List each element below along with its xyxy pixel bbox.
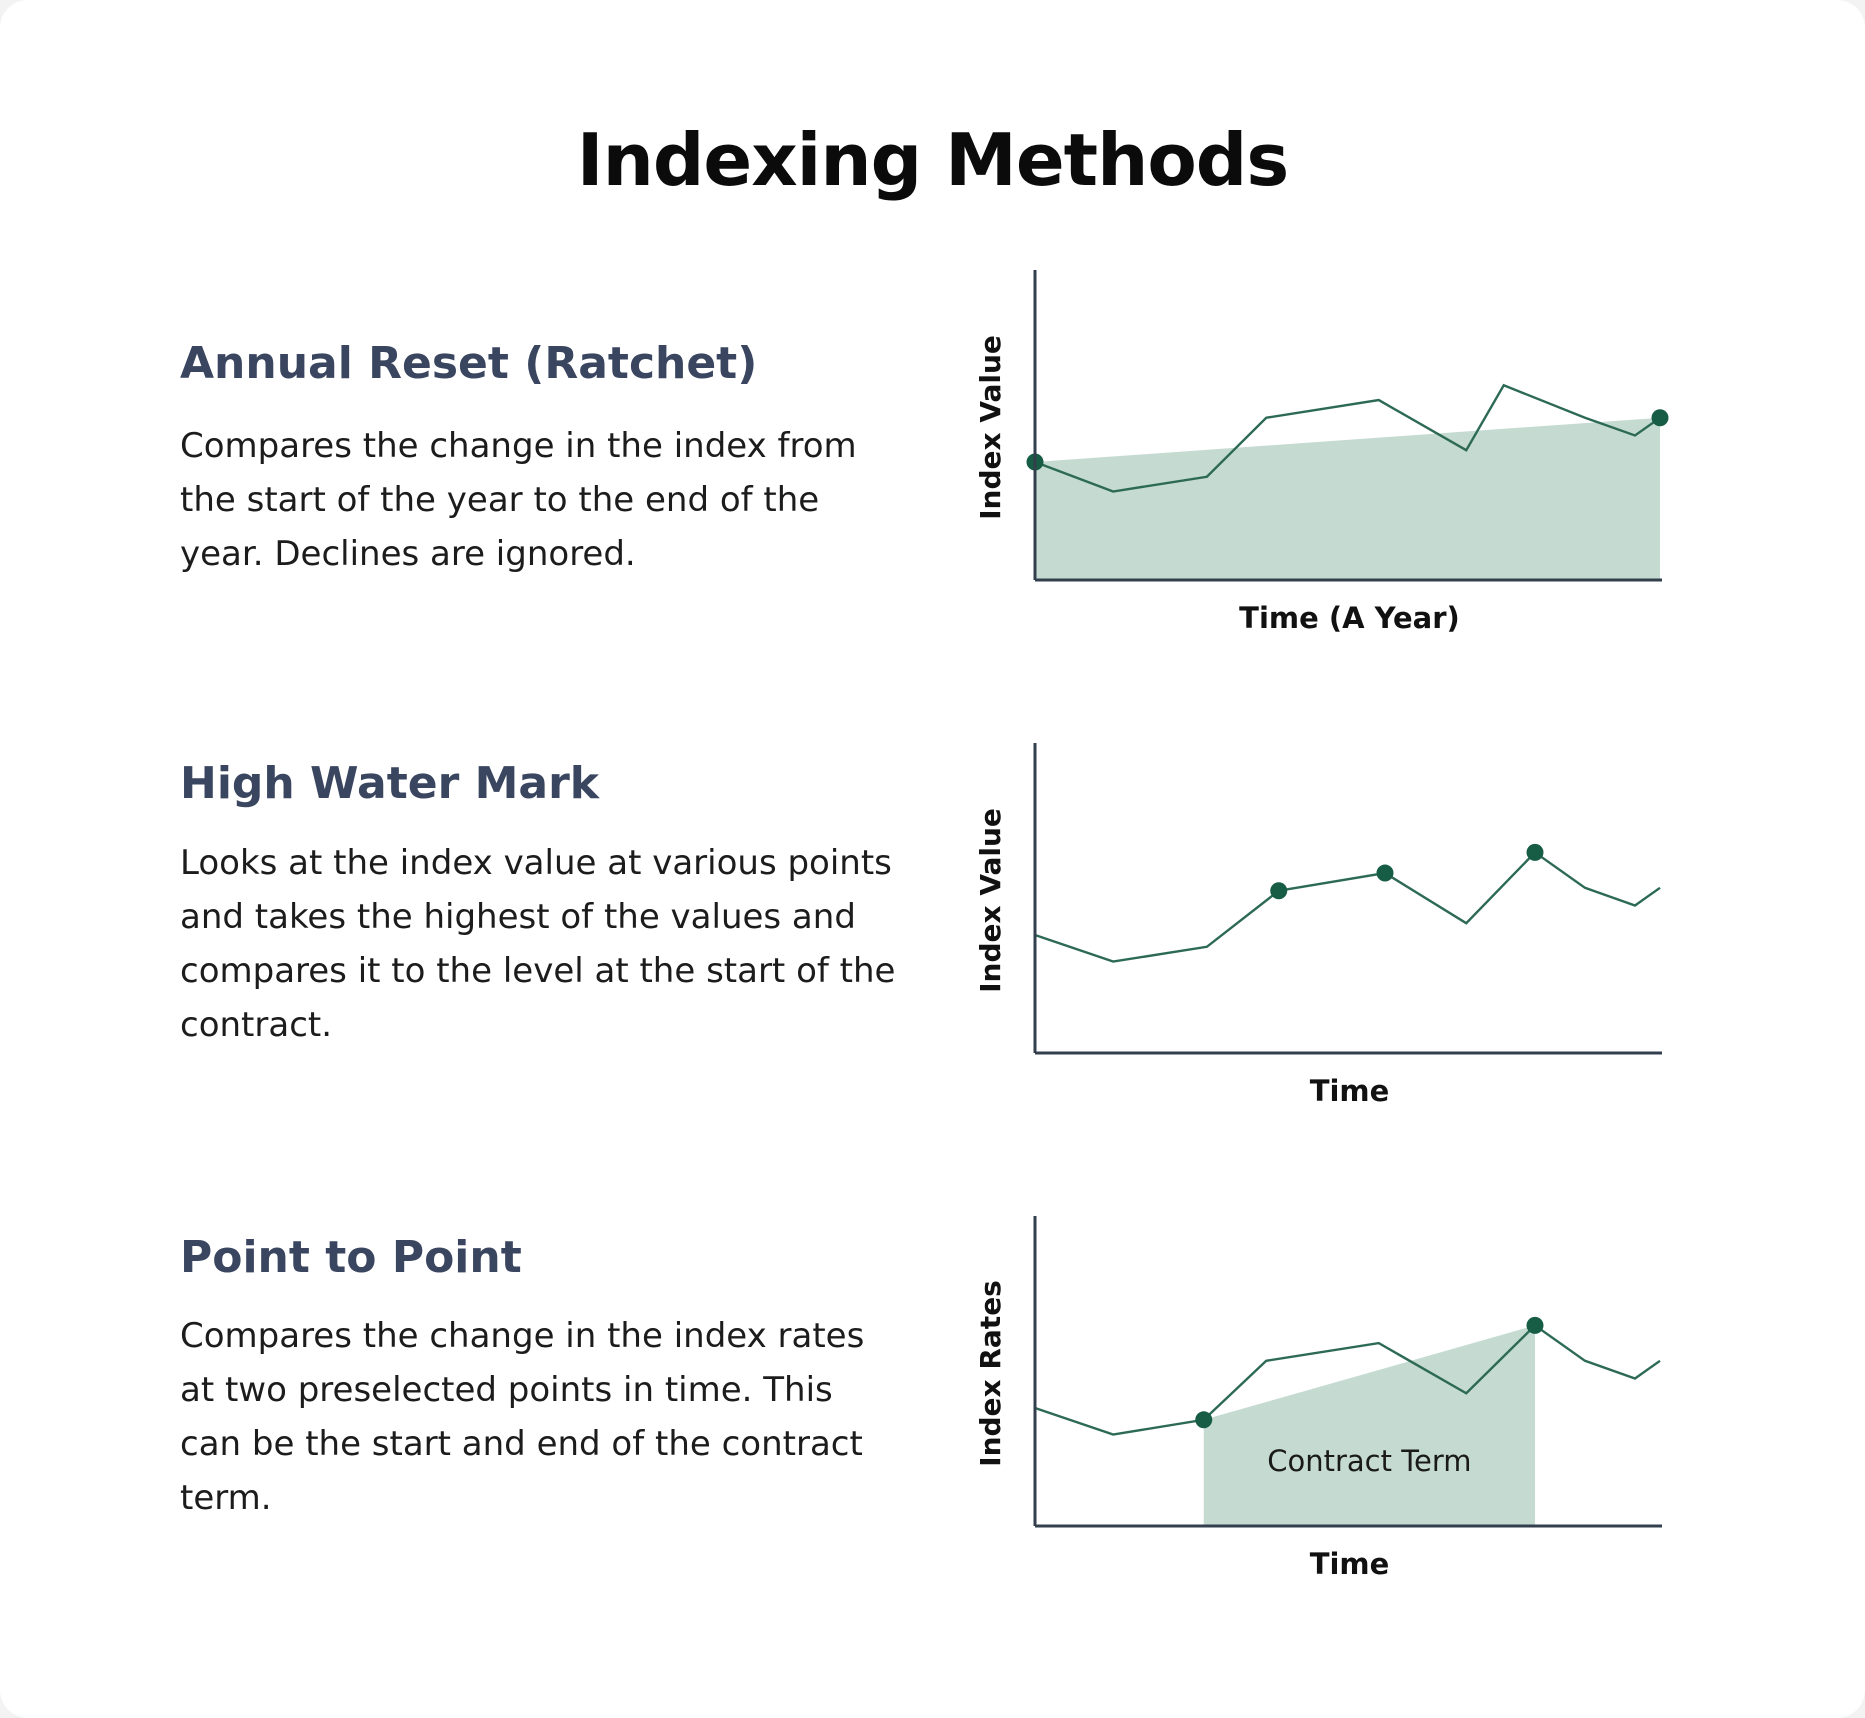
section-heading-annual-reset: Annual Reset (Ratchet) — [180, 338, 758, 389]
section-heading-point-to-point: Point to Point — [180, 1232, 522, 1283]
chart-point-to-point — [960, 1216, 1680, 1596]
chart-annual-reset — [960, 270, 1680, 650]
x-axis-label: Time (A Year) — [1239, 601, 1460, 635]
highlight-point — [1195, 1411, 1212, 1428]
y-axis-label: Index Rates — [974, 1280, 1007, 1467]
shaded-region — [1204, 1325, 1535, 1526]
chart-annotation: Contract Term — [1267, 1444, 1472, 1478]
highlight-point — [1652, 409, 1669, 426]
section-description-annual-reset: Compares the change in the index from the start of the year to the end of the year. Declines are ignored. — [180, 426, 857, 574]
highlight-point — [1527, 844, 1544, 861]
section-heading-high-water-mark: High Water Mark — [180, 758, 600, 809]
shaded-region — [1035, 418, 1660, 580]
chart-high-water-mark — [960, 743, 1680, 1123]
highlight-point — [1527, 1317, 1544, 1334]
highlight-point — [1377, 865, 1394, 882]
y-axis-label: Index Value — [974, 808, 1007, 993]
index-series-line — [1035, 852, 1660, 961]
section-description-high-water-mark: Looks at the index value at various points and takes the highest of the values and compares it to the level at the start of the contract. — [180, 843, 896, 1045]
x-axis-label: Time — [1309, 1547, 1390, 1581]
y-axis-label: Index Value — [974, 335, 1007, 520]
page-title: Indexing Methods — [576, 118, 1289, 202]
section-description-point-to-point: Compares the change in the index rates at two preselected points in time. This can be the start and end of the contract term. — [180, 1316, 865, 1518]
highlight-point — [1270, 882, 1287, 899]
x-axis-label: Time — [1309, 1074, 1390, 1108]
